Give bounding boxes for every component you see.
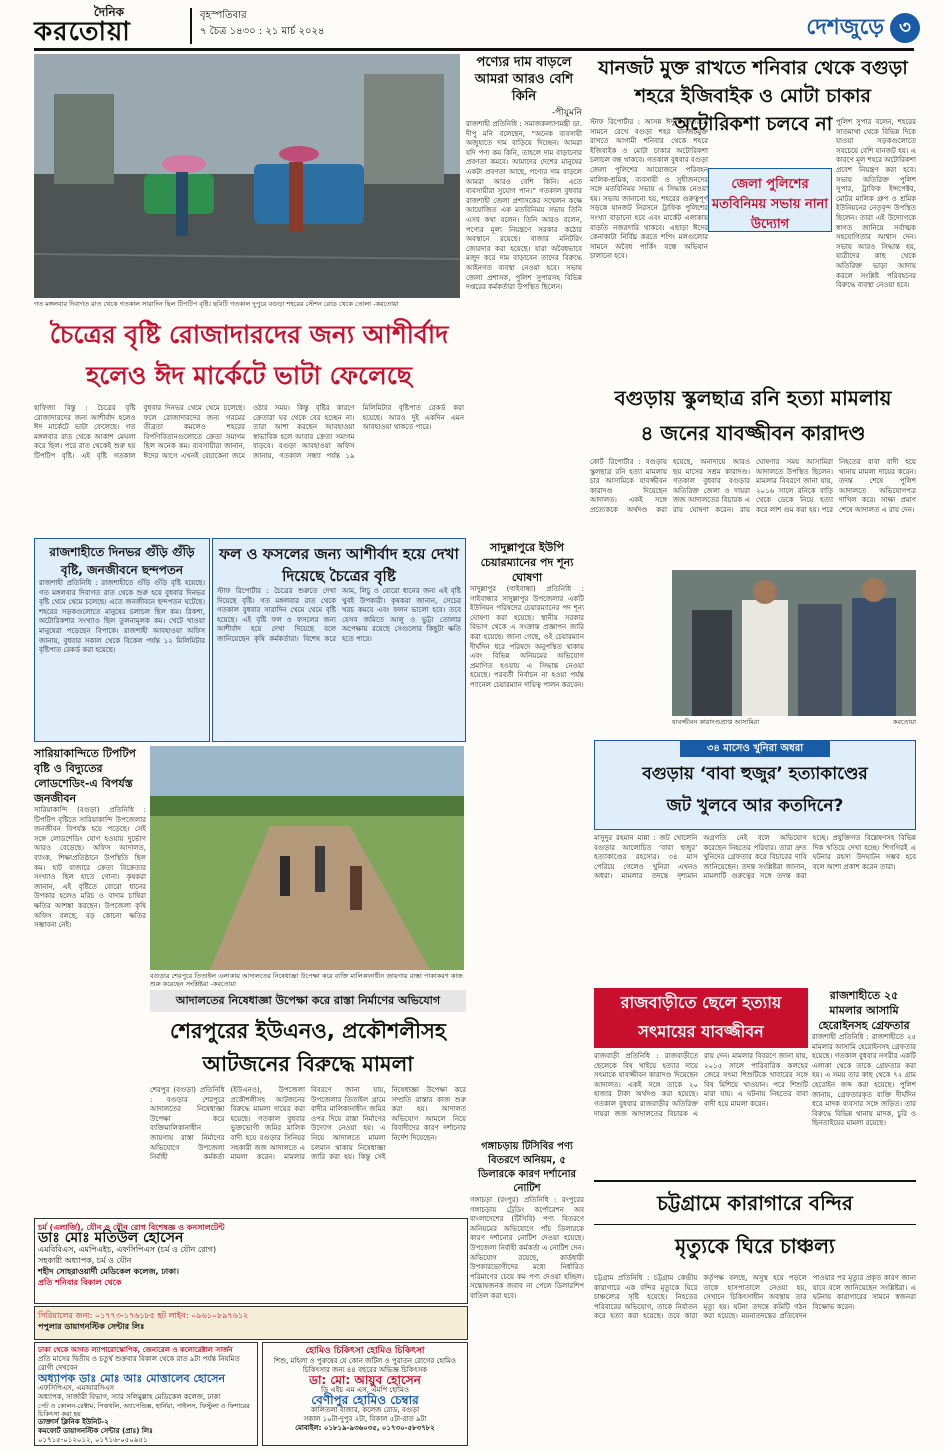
sherpur-title-line2: আটজনের বিরুদ্ধে মামলা bbox=[202, 1052, 414, 1076]
rajshahi-arrest-story bbox=[812, 988, 916, 1172]
section-name: দেশজুড়ে bbox=[806, 15, 884, 40]
ad-skin-doctor-name: ডাঃ মোঃ মতিউল হোসেন bbox=[38, 1230, 184, 1246]
rajbari-body: রাজবাড়ী প্রতিনিধি : রাজবাড়ীতে ছেলেকে বিষ খাইয়ে হত্যার দায়ে সৎমাকে যাবজ্জীবন কারাদণ্ড দিয়েছেন আদালত। একই সঙ্গে তাকে ২০ হাজার টাকা অর্থদণ্ড করা হয়েছে। গতকাল বুধবার রাজবাড়ীর অতিরিক্ত দায়রা জজ আদালতের বিচারক এ রায় দেন। মামলার বিবরণে জানা যায়, ২০১৫ সালে পারিবারিক কলহের জেরে সৎমা শিশুটিকে খাবারের সঙ্গে বিষ মিশিয়ে খাওয়ান। পরে শিশুটি মারা যায়। এ ঘটনায় নিহতের বাবা বাদী হয়ে মামলা করেন। bbox=[594, 1052, 808, 1118]
ad-homeo-phone: মোবাইল: ০১৮১৯-৯৩৬০৩৫, ০১৭৩০-৫৮৩৭৮২ bbox=[295, 1424, 435, 1432]
ad-homeo-head: হোমিও চিকিৎসা হোমিও চিকিৎসা bbox=[305, 1346, 425, 1356]
gangachara-story bbox=[470, 1140, 584, 1440]
road-photo-caption: বগুড়ার শেরপুরে তিতাইল এলাকায় আদালতের নিষেধাজ্ঞা উপেক্ষা করে ব্যক্তি মালিকানাধীন জায়গায় রাস্তা পাকাকরণ কাজ শুরু করেছেন সংশ্লিষ্টরা -করতোয়া bbox=[150, 972, 463, 988]
sadullapur-story bbox=[470, 540, 584, 910]
price-story bbox=[466, 54, 582, 414]
rajshahi-arrest-body: রাজশাহী প্রতিনিধি : রাজশাহীতে ২৫ মামলার আসামি হেরোইনসহ গ্রেফতার হয়েছে। গতকাল বুধবার নগরীর একটি এলাকা থেকে তাকে গ্রেফতার করা হয়। এ সময় তার কাছ থেকে ৭২ গ্রাম হেরোইন জব্দ করা হয়েছে। পুলিশ জানায়, গ্রেফতারকৃত ব্যক্তি দীর্ঘদিন ধরে মাদক ব্যবসার সঙ্গে জড়িত। তার বিরুদ্ধে বিভিন্ন থানায় মাদক, চুরি ও ছিনতাইয়ের মামলা রয়েছে। bbox=[812, 1033, 916, 1128]
sherpur-title-line1: শেরপুরের ইউএনও, প্রকৌশলীসহ bbox=[170, 1019, 446, 1043]
section-header bbox=[690, 10, 920, 44]
sadullapur-body: সাদুল্লাপুর (গাইবান্ধা) প্রতিনিধি : গাইবান্ধার সাদুল্লাপুর উপজেলার একটি ইউনিয়ন পরিষদের চেয়ারম্যানের পদ শূন্য ঘোষণা করা হয়েছে। স্থানীয় সরকার বিভাগ থেকে এ সংক্রান্ত প্রজ্ঞাপন জারি করা হয়েছে। জানা গেছে, ওই চেয়ারম্যান দীর্ঘদিন ধরে পরিষদে অনুপস্থিত থাকায় এবং বিভিন্ন অনিয়মের অভিযোগ প্রমাণিত হওয়ায় এ সিদ্ধান্ত নেওয়া হয়েছে। পরবর্তী নির্বাচন না হওয়া পর্যন্ত প্যানেল চেয়ারম্যান দায়িত্ব পালন করবেন। bbox=[470, 585, 584, 689]
crop-blessing-box bbox=[212, 538, 466, 742]
ctg-title-line2: মৃত্যুকে ঘিরে চাঞ্চল্য bbox=[675, 1234, 835, 1258]
student-murder-title-line1: বগুড়ায় স্কুলছাত্র রনি হত্যা মামলায় bbox=[614, 386, 892, 410]
rain-photo-caption: গত মঙ্গলবার দিবাগত রাত থেকে গতকাল সারাদিন ছিল টিপটিপ বৃষ্টি। ছবিটি গতকাল দুপুরে বগুড়া শহরের স্টেশন রোড থেকে তোলা -করতোয়া bbox=[34, 300, 399, 308]
rain-blessing-title-line1: চৈত্রের বৃষ্টি রোজাদারদের জন্য আশীর্বাদ bbox=[49, 320, 449, 349]
crop-blessing-title: ফল ও ফসলের জন্য আশীর্বাদ হয়ে দেখা দিয়েছে চৈত্রের বৃষ্টি bbox=[219, 545, 459, 585]
rajbari-title-line1: রাজবাড়ীতে ছেলে হত্যায় bbox=[620, 993, 782, 1012]
rajbari-title-line2: সৎমায়ের যাবজ্জীবন bbox=[638, 1022, 764, 1041]
ad-homeo-name: ডা: মো: আয়ুব হোসেন bbox=[309, 1373, 421, 1387]
rain-street-photo bbox=[34, 54, 460, 298]
sherpur-kicker-bar bbox=[150, 990, 466, 1012]
issue-full-date: ৭ চৈত্র ১৪৩০ : ২১ মার্চ ২০২৪ bbox=[200, 26, 325, 37]
student-murder-title-line2: ৪ জনের যাবজ্জীবন কারাদণ্ড bbox=[640, 421, 866, 445]
ad-surgeon-head: ঢাকা থেকে আগত ল্যাপারোস্কোপিক, জেনারেল ও কলোরেক্টাল সার্জন bbox=[38, 1346, 233, 1354]
masthead-logo bbox=[34, 6, 184, 46]
masthead-rule bbox=[34, 48, 914, 51]
ad-surgeon-center1: ডাক্তার্স ক্লিনিক ইউনিট-২ bbox=[38, 1418, 109, 1426]
ad-homeo bbox=[262, 1342, 468, 1446]
ad-skin-doctor-serial: সিরিয়ালের জন্য: ০১৭৭৩-১৭৬১৮৫ হট লাইন: ০৯৬১০৮৯৭৬১২ bbox=[38, 1311, 249, 1320]
baba-huzur-kicker: ৩৪ মাসেও খুনিরা অধরা bbox=[680, 741, 830, 757]
sherpur-kicker: আদালতের নিষেধাজ্ঞা উপেক্ষা করে রাস্তা নির্মাণের অভিযোগ bbox=[175, 994, 441, 1007]
baba-huzur-body: মাসুদুর রহমান মান্না : জট খোলেনি বগুড়ার আলোচিত ‘বাবা হুজুর’ হত্যাকাণ্ডের রহস্যের। ৩৪ মাস পেরিয়ে গেলেও খুনিরা এখনও অধরা। মামলার তদন্তে দৃশ্যমান অগ্রগতি নেই বলে অভিযোগ করেছেন নিহতের পরিবার। তারা দ্রুত খুনিদের গ্রেফতার করে বিচারের দাবি জানিয়েছেন। তদন্ত সংশ্লিষ্টরা জানান, মামলাটি গুরুত্বের সঙ্গে তদন্ত করা হচ্ছে। প্রযুক্তিগত বিশ্লেষণসহ বিভিন্ন দিক খতিয়ে দেখা হচ্ছে। শিগগিরই এ ঘটনার রহস্য উদঘাটন সম্ভব হবে বলে আশা প্রকাশ করেন তারা। bbox=[594, 834, 916, 881]
ad-surgeon-center2: কমফোর্ট ডায়াগনস্টিক সেন্টার (প্রাঃ) লিঃ bbox=[38, 1427, 153, 1435]
ad-skin-doctor-speciality: চর্ম (এলার্জি), যৌন ও যৌন রোগ বিশেষজ্ঞ ও কনসালটেন্ট bbox=[38, 1223, 225, 1232]
ad-surgeon-phone: ০১৭১৫-০১২০১২, ০১৭১৬-০৫০৯৫১ bbox=[38, 1436, 148, 1444]
ad-surgeon-note: পেট ও কোলন-রেক্টাম, পিত্তথলি, অ্যাপেন্ডিক্স, হার্নিয়া, পাইলস, ফিস্টুলা ও ফিশারের চিকিৎসা করা হয় bbox=[38, 1402, 250, 1418]
traffic-jam-body-right: পুলিশ সুপার বলেন, শহরের সাতমাথা থেকে বিভিন্ন দিকে যাওয়া সড়কগুলোতে সবচেয়ে বেশি যানজট হয়। এ কারণে মূল শহরে অটোরিকশা প্রবেশ নিয়ন্ত্রণ করা হবে। সভায় অতিরিক্ত পুলিশ সুপার, ট্রাফিক ইন্সপেক্টর, মোটর মালিক গ্রুপ ও শ্রমিক ইউনিয়নের নেতৃবৃন্দ উপস্থিত ছিলেন। তারা এই উদ্যোগকে স্বাগত জানিয়ে সর্বাত্মক সহযোগিতার আশ্বাস দেন। সভায় আরও সিদ্ধান্ত হয়, যাত্রীদের কাছ থেকে অতিরিক্ত ভাড়া আদায় করলে সংশ্লিষ্ট পরিবহনের বিরুদ্ধে ব্যবস্থা নেওয়া হবে। bbox=[836, 118, 916, 290]
gangachara-body: গঙ্গাচড়া (রংপুর) প্রতিনিধি : রংপুরের গঙ্গাচড়ায় ট্রেডিং কর্পোরেশন অব বাংলাদেশের (টিসিবি) পণ্য বিতরণে অনিয়মের অভিযোগে পাঁচ ডিলারকে কারণ দর্শানোর নোটিশ দেওয়া হয়েছে। উপজেলা নির্বাহী কর্মকর্তা এ নোটিশ দেন। অভিযোগ রয়েছে, কার্ডধারী উপকারভোগীদের মধ্যে নির্ধারিত পরিমাণের চেয়ে কম পণ্য দেওয়া হচ্ছিল। সন্তোষজনক জবাব না পেলে ডিলারশিপ বাতিল করা হবে। bbox=[470, 1196, 584, 1300]
sariakandi-body: সারিয়াকান্দি (বগুড়া) প্রতিনিধি : টিপটিপ বৃষ্টিতে সারিয়াকান্দি উপজেলার জনজীবন বিপর্যস্ত হয়ে পড়েছে। সেই সঙ্গে লোডশেডিং যোগ হওয়ায় দুর্ভোগ আরও বেড়েছে। অফিস আদালত, ব্যাংক, শিক্ষাপ্রতিষ্ঠানে উপস্থিতি ছিল কম। হাট বাজারে ক্রেতা বিক্রেতার সংখ্যাও ছিল হাতে গোনা। কৃষকরা জানান, এই বৃষ্টিতে বোরো ধানের উপকার হলেও মরিচ ও বাদাম চাষিরা ক্ষতির আশঙ্কা করছেন। উপজেলা কৃষি অফিস বলছে, বড় কোনো ক্ষতির সম্ভাবনা নেই। bbox=[34, 806, 146, 930]
ad-skin-doctor-degree: এমবিবিএস, এমপিএইচ, এফসিপিএস (চর্ম ও যৌন রোগ) bbox=[38, 1245, 217, 1254]
ad-surgeon bbox=[34, 1342, 258, 1446]
ad-skin-doctor-center bbox=[34, 1306, 468, 1340]
price-story-body: রাজশাহী প্রতিনিধি : সমাজকল্যাণমন্ত্রী ডা. দীপু মনি বলেছেন, “অনেক ব্যবসায়ী অজুহাতে দাম বাড়িয়ে দিচ্ছেন। আমরা যদি পণ্য কম কিনি, তাহলে দাম বাড়ানোর প্রবণতা কমবে। আমাদের দেশের মানুষের একটা প্রবণতা আছে, পণ্যের দাম বাড়লে আমরা আরও বেশি কিনি। এতে ব্যবসায়ীরা সুযোগ পান।” গতকাল বুধবার রাজশাহী জেলা প্রশাসকের সম্মেলন কক্ষে আয়োজিত এক মতবিনিময় সভায় তিনি এসব কথা বলেন। তিনি আরও বলেন, পণ্যের মূল্য নিয়ন্ত্রণে সরকার কঠোর অবস্থানে রয়েছে। বাজার মনিটরিং জোরদার করা হয়েছে। যারা অবৈধভাবে মজুদ করে দাম বাড়াবেন তাদের বিরুদ্ধে আইনগত ব্যবস্থা নেওয়া হবে। সভায় জেলা প্রশাসক, পুলিশ সুপারসহ বিভিন্ন দপ্তরের কর্মকর্তারা উপস্থিত ছিলেন। bbox=[466, 120, 582, 292]
ad-homeo-clinic: বেণীপুর হোমিও চেম্বার bbox=[311, 1393, 419, 1407]
ad-homeo-desc: শিশু, মহিলা ও পুরুষের যে কোন জটিল ও পুরাতন রোগের হোমিও চিকিৎসার জন্য ৪৪ বছরের অভিজ্ঞ চিকিৎসক bbox=[273, 1357, 457, 1374]
newspaper-name: করতোয়া bbox=[34, 17, 131, 47]
traffic-jam-title: যানজট মুক্ত রাখতে শনিবার থেকে বগুড়া শহরে ইজিবাইক ও মোটা চাকার অটোরিকশা চলবে না bbox=[598, 57, 908, 135]
rajshahi-arrest-title: রাজশাহীতে ২৫ মামলার আসামি হেরোইনসহ গ্রেফতার bbox=[818, 989, 910, 1032]
ctg-title-line1: চট্টগ্রামে কারাগারে বন্দির bbox=[594, 1180, 916, 1225]
baba-huzur-title-line1: বগুড়ায় ‘বাবা হুজুর’ হত্যাকাণ্ডের bbox=[642, 764, 868, 784]
ad-surgeon-name: অধ্যাপক ডাঃ মোঃ আঃ মোত্তালেব হোসেন bbox=[38, 1372, 226, 1385]
road-photo-illustration bbox=[150, 746, 464, 970]
rajshahi-rain-box bbox=[34, 538, 210, 742]
price-story-byline: -পীযুমনি bbox=[551, 108, 582, 118]
sherpur-headline bbox=[150, 1014, 466, 1082]
rain-blessing-headline bbox=[34, 314, 464, 400]
rajbari-headline-box bbox=[594, 988, 808, 1048]
traffic-jam-kicker: জেলা পুলিশের মতবিনিময় সভায় নানা উদ্যোগ bbox=[711, 177, 829, 232]
sariakandi-title: সারিয়াকান্দিতে টিপটিপ বৃষ্টি ও বিদ্যুতের লোডশেডিং-এ বিপর্যস্ত জনজীবন bbox=[34, 747, 136, 805]
road-construction-photo bbox=[150, 746, 464, 970]
issue-day: বৃহস্পতিবার bbox=[200, 10, 247, 21]
convicts-photo-illustration bbox=[672, 570, 916, 716]
gangachara-title: গঙ্গাচড়ায় টিসিবির পণ্য বিতরণে অনিয়ম, ৫ ডিলারকে কারণ দর্শানোর নোটিশ bbox=[478, 1141, 576, 1194]
rajshahi-rain-title: রাজশাহীতে দিনভর গুঁড়ি গুঁড়ি বৃষ্টি, জনজীবনে ছন্দপতন bbox=[49, 545, 195, 577]
ctg-headline bbox=[594, 1180, 916, 1270]
ad-skin-doctor-post: সহকারী অধ্যাপক, চর্ম ও যৌন bbox=[38, 1256, 132, 1265]
baba-huzur-title-line2: জট খুলবে আর কতদিনে? bbox=[666, 796, 844, 816]
traffic-jam-kicker-box bbox=[708, 168, 832, 232]
sadullapur-title: সাদুল্লাপুরে ইউপি চেয়ারম্যানের পদ শূন্য ঘোষণা bbox=[480, 541, 574, 584]
rain-photo-illustration bbox=[34, 54, 460, 298]
convicts-photo-credit: করতোয়া bbox=[892, 718, 916, 726]
crop-blessing-body: স্টাফ রিপোর্টার : চৈত্রের শুরুতে দেখা দিয়েছে বৃষ্টি। গত মঙ্গলবার রাত থেকে গতকাল বুধবার সারাদিন থেমে থেমে বৃষ্টি হয়েছে। এই বৃষ্টি ফল ও ফসলের জন্য আশীর্বাদ হয়ে দেখা দিয়েছে বলে জানিয়েছেন কৃষি কর্মকর্তারা। বিশেষ করে আম, লিচু ও বোরো ধানের জন্য এই বৃষ্টি খুবই উপকারী। কৃষকরা জানান, সেচের খরচ কমবে এবং ফলন ভালো হবে। তবে যেসব জমিতে আলু ও ভুট্টা তোলার অপেক্ষায় রয়েছে সেগুলোর কিছুটা ক্ষতি হতে পারে। bbox=[217, 587, 461, 643]
ad-skin-doctor bbox=[34, 1218, 468, 1304]
ad-homeo-degree: ডি এইচ এম এস, এমপি হোমিও bbox=[321, 1386, 409, 1394]
ctg-body: চট্টগ্রাম প্রতিনিধি : চট্টগ্রাম কেন্দ্রীয় কারাগারে এক বন্দির মৃত্যুকে ঘিরে চাঞ্চল্যের সৃষ্টি হয়েছে। নিহতের পরিবারের অভিযোগ, তাকে নির্যাতন করে হত্যা করা হয়েছে। তবে কারা কর্তৃপক্ষ বলছে, অসুস্থ হয়ে পড়লে তাকে হাসপাতালে নেওয়া হয়, সেখানে চিকিৎসাধীন অবস্থায় তার মৃত্যু হয়। ঘটনা তদন্তে কমিটি গঠন করা হয়েছে। ময়নাতদন্তের প্রতিবেদন পাওয়ার পর মৃত্যুর প্রকৃত কারণ জানা যাবে বলে জানিয়েছেন সংশ্লিষ্টরা। এ ঘটনায় কারাগারের সামনে স্বজনরা বিক্ষোভ করেন। bbox=[594, 1274, 916, 1321]
rain-blessing-title-line2: হলেও ঈদ মার্কেটে ভাটা ফেলেছে bbox=[86, 361, 412, 390]
ad-surgeon-post: অধ্যাপক, সার্জারী বিভাগ, স্যার সলিমুল্লাহ মেডিকেল কলেজ, ঢাকা bbox=[38, 1393, 221, 1401]
price-story-title: পণ্যের দাম বাড়লে আমরা আরও বেশি কিনি bbox=[474, 55, 574, 104]
issue-date bbox=[190, 8, 390, 44]
logo-small-text: দৈনিক bbox=[93, 5, 125, 19]
convicts-photo-caption: যাবজ্জীবন কারাদণ্ডপ্রাপ্ত আসামিরা bbox=[672, 718, 760, 726]
rain-blessing-body: হাফিজা বিন্তু : চৈত্রের বৃষ্টি রোজাদারদের জন্য আশীর্বাদ হলেও ঈদ মার্কেটে ভাটা ফেলেছে। গত মঙ্গলবার রাত থেকে আকাশ মেঘলা করে ছিল। পরে রাত থেকেই শুরু হয় টিপটিপ বৃষ্টি। এই বৃষ্টি গতকাল বুধবার দিনভর থেমে থেমে চলেছে। ফলে রোজাদারদের জন্য গরমের তীব্রতা কমলেও শহরের বিপণিবিতানগুলোতে ক্রেতা সমাগম ছিল অনেক কম। ব্যবসায়ীরা জানান, ঈদের আগে এখনই বেচাকেনা জমে ওঠার সময়। কিন্তু বৃষ্টির কারণে ক্রেতারা ঘর থেকে বের হচ্ছেন না। তারা আশা করছেন আবহাওয়া স্বাভাবিক হলে আবার ক্রেতা সমাগম বাড়বে। বগুড়া আবহাওয়া অফিস জানায়, গতকাল সন্ধ্যা পর্যন্ত ১৯ মিলিমিটার বৃষ্টিপাত রেকর্ড করা হয়েছে। আরও দুই একদিন এমন আবহাওয়া থাকতে পারে। bbox=[34, 404, 464, 460]
sherpur-body: শেরপুর (বগুড়া) প্রতিনিধি : বগুড়ার শেরপুরে আদালতের নিষেধাজ্ঞা উপেক্ষা করে ব্যক্তিমালিকানাধীন জায়গায় রাস্তা নির্মাণের অভিযোগে উপজেলা নির্বাহী কর্মকর্তা (ইউএনও), উপজেলা প্রকৌশলীসহ আটজনের বিরুদ্ধে মামলা দায়ের করা হয়েছে। গতকাল বুধবার ভুক্তভোগী জমির মালিক বাদী হয়ে বগুড়ার সিনিয়র সহকারী জজ আদালতে এ মামলা করেন। মামলার বিবরণে জানা যায়, উপজেলার তিতাইল গ্রামে বাদীর মালিকানাধীন জমির ওপর দিয়ে রাস্তা নির্মাণের উদ্যোগ নেওয়া হয়। এ নিয়ে আদালতে মামলা চলমান থাকায় নিষেধাজ্ঞা জারি করা হয়। কিন্তু সেই নিষেধাজ্ঞা উপেক্ষা করে সম্প্রতি রাস্তার কাজ শুরু করা হয়। আদালত অভিযোগ আমলে নিয়ে বিবাদীদের কারণ দর্শানোর নির্দেশ দিয়েছেন। bbox=[150, 1086, 466, 1162]
page-number-badge: ৩ bbox=[890, 13, 920, 43]
rajshahi-rain-body: রাজশাহী প্রতিনিধি : রাজশাহীতে গুঁড়ি গুঁড়ি বৃষ্টি হয়েছে। গত মঙ্গলবার দিবাগত রাত থেকে শুরু হয়ে বুধবার দিনভর বৃষ্টি থেমে থেমে চলেছে। এতে জনজীবনে ছন্দপতন ঘটেছে। শহরের সড়কগুলোতে মানুষের চলাচল ছিল কম। রিকশা, অটোরিকশার সংখ্যাও ছিল তুলনামূলক কম। খেটে খাওয়া মানুষেরা পড়েছেন বিপাকে। রাজশাহী আবহাওয়া অফিস জানায়, বুধবার সকাল থেকে বিকেল পর্যন্ত ১২ মিলিমিটার বৃষ্টিপাত রেকর্ড করা হয়েছে। bbox=[39, 579, 205, 655]
ad-skin-doctor-college: শহীদ সোহরাওয়ার্দী মেডিকেল কলেজ, ঢাকা। bbox=[38, 1267, 179, 1276]
ad-homeo-addr: কালিতলা বাজার, কলেজ রোড, বগুড়া bbox=[310, 1406, 420, 1414]
traffic-jam-body-left: স্টাফ রিপোর্টার : আসন্ন ঈদুল ফিতরকে সামনে রেখে বগুড়া শহর যানজটমুক্ত রাখতে আগামী শনিবার থেকে শহরে ইজিবাইক ও মোটা চাকার অটোরিকশা চলাচল বন্ধ থাকবে। গতকাল বুধবার বগুড়া জেলা পুলিশের আয়োজনে পরিবহন মালিক-শ্রমিক, ব্যবসায়ী ও সুধীজনদের সঙ্গে মতবিনিময় সভায় এ সিদ্ধান্ত নেওয়া হয়। সভায় জানানো হয়, শহরের গুরুত্বপূর্ণ সড়কে যানজট নিরসনে ট্রাফিক পুলিশের সংখ্যা বাড়ানো হবে এবং মার্কেট এলাকায় বাড়তি নজরদারি থাকবে। এছাড়া ঈদের কেনাকাটা নির্বিঘ্ন করতে শপিং মলগুলোর সামনে অবৈধ পার্কিং বন্ধে অভিযান চালানো হবে। bbox=[590, 118, 708, 261]
ad-skin-doctor-time: প্রতি শনিবার বিকাল থেকে bbox=[38, 1278, 122, 1287]
baba-huzur-box bbox=[594, 740, 916, 830]
ad-homeo-time: সকাল ১০টা-দুপুর ২টা, বিকাল ৫টা-রাত ৯টা bbox=[303, 1415, 427, 1423]
sariakandi-story bbox=[34, 746, 146, 1216]
student-murder-headline bbox=[590, 380, 916, 454]
ad-surgeon-degree: এফসিপিএস, এমআরসিএস bbox=[38, 1384, 115, 1392]
traffic-jam-headline bbox=[590, 54, 916, 135]
ad-surgeon-time: প্রতি মাসের দ্বিতীয় ও চতুর্থ শুক্রবার বিকাল থেকে রাত ৯টা পর্যন্ত নিয়মিত রোগী দেখবেন bbox=[38, 1355, 240, 1372]
convicts-photo bbox=[672, 570, 916, 716]
ad-skin-doctor-center-name: পপুলার ডায়াগনস্টিক সেন্টার লিঃ bbox=[38, 1322, 145, 1331]
student-murder-body: কোর্ট রিপোর্টার : বগুড়ায় স্কুলছাত্র রনি হত্যা মামলায় চার আসামিকে যাবজ্জীবন কারাদণ্ড দিয়েছেন আদালত। একই সঙ্গে প্রত্যেককে অর্থদণ্ড করা হয়েছে, অনাদায়ে আরও ছয় মাসের সশ্রম কারাদণ্ড। গতকাল বুধবার বগুড়ার অতিরিক্ত জেলা ও দায়রা জজ আদালতের বিচারক এ রায় ঘোষণা করেন। রায় ঘোষণার সময় আসামিরা আদালতে উপস্থিত ছিলেন। মামলার বিবরণে জানা যায়, ২০১৬ সালে রনিকে বাড়ি থেকে ডেকে নিয়ে হত্যা করে লাশ গুম করা হয়। পরে নিহতের বাবা বাদী হয়ে থানায় মামলা দায়ের করেন। তদন্ত শেষে পুলিশ আদালতে অভিযোগপত্র দাখিল করে। সাক্ষ্য প্রমাণ শেষে আদালত এ রায় দেন। bbox=[590, 458, 916, 514]
